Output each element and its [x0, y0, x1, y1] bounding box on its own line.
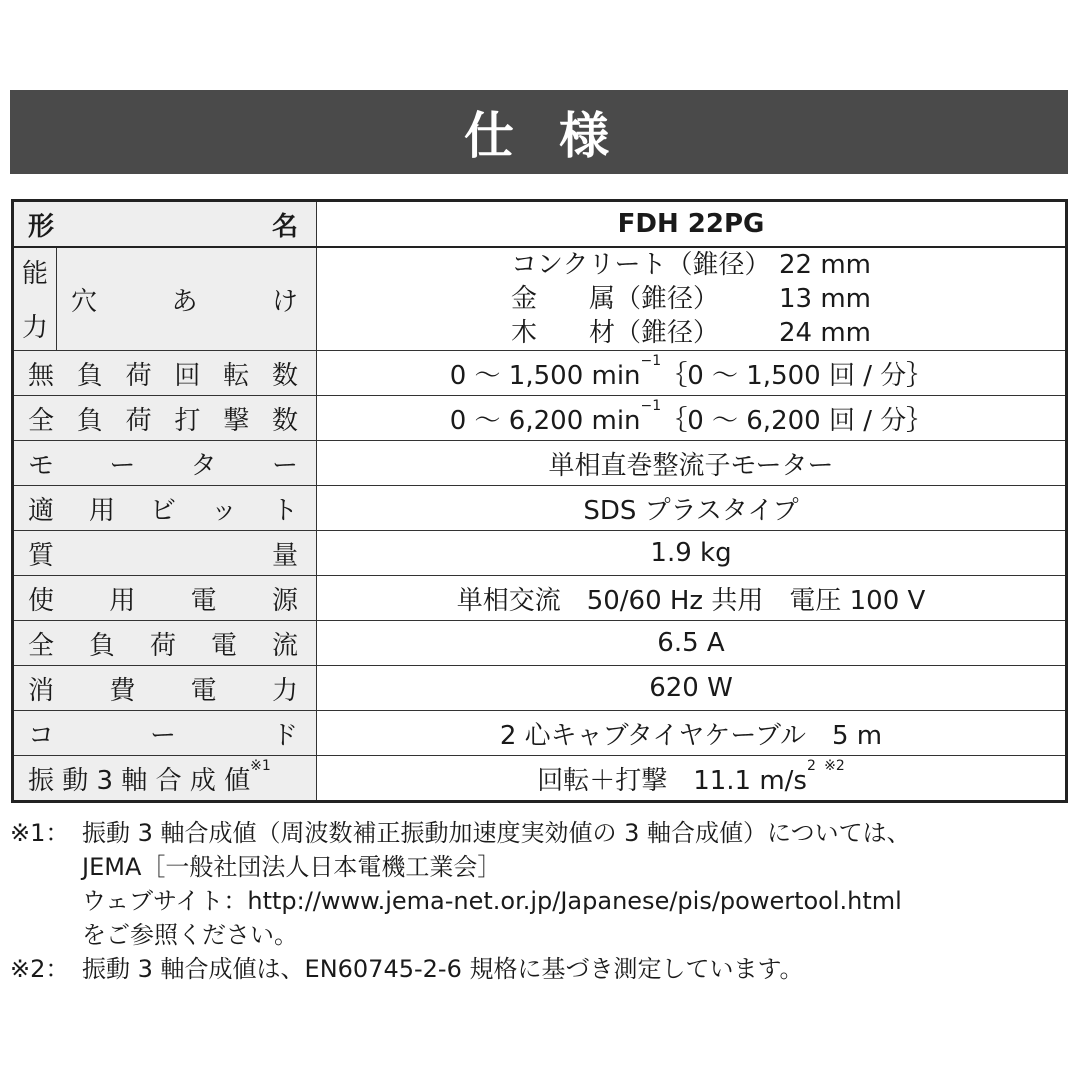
row-value-current: 6.5 A — [317, 621, 1067, 666]
footnote-1: ※1： 振動 3 軸合成値（周波数補正振動加速度実効値の 3 軸合成値）については、 JEMA［一般社団法人日本電機工業会］ ウェブサイト：http://www.jema-net.or.jp/Japanese/pis/powertool.html をご参照ください。 — [10, 816, 1072, 952]
title-bar — [10, 90, 1068, 174]
capacity-line-wood: 木 材（錐径） 24 mm — [511, 318, 871, 348]
row-label-impact-rate: 全 負 荷 打 撃 数 — [13, 396, 317, 441]
capacity-sub-label: 穴 あ け — [57, 247, 317, 351]
model-label: 形 名 — [13, 201, 317, 248]
capacity-label: 能 力 — [13, 247, 57, 351]
row-value-bit: SDS プラスタイプ — [317, 486, 1067, 531]
table-row — [13, 396, 1067, 441]
row-value-impact-rate: 0 ～ 6,200 $\min^{-1}\{0$ ～ 6,200 回 / 分｝ — [317, 396, 1067, 441]
model-value: FDH 22PG — [317, 201, 1067, 248]
footnotes — [10, 816, 1072, 986]
row-label-no-load-speed: 無 負 荷 回 転 数 — [13, 351, 317, 396]
table-row — [13, 621, 1067, 666]
table-row — [13, 441, 1067, 486]
row-label-cord: コ ー ド — [13, 711, 317, 756]
capacity-line-concrete: コンクリート（錐径） 22 mm — [511, 250, 871, 280]
capacity-values — [317, 247, 1067, 351]
spec-table — [11, 199, 1068, 803]
row-value-motor: 単相直巻整流子モーター — [317, 441, 1067, 486]
table-row-model — [13, 201, 1067, 248]
table-row-capacity — [13, 247, 1067, 351]
page-title — [464, 96, 614, 168]
table-row — [13, 531, 1067, 576]
table-row — [13, 486, 1067, 531]
row-label-motor: モ ー タ ー — [13, 441, 317, 486]
row-value-vibration: 回転＋打撃 11.1 $m/s^2$ $^{※2}$ — [317, 756, 1067, 802]
row-value-weight: 1.9 kg — [317, 531, 1067, 576]
row-value-cord: 2 心キャブタイヤケーブル 5 m — [317, 711, 1067, 756]
table-row — [13, 711, 1067, 756]
row-label-current: 全 負 荷 電 流 — [13, 621, 317, 666]
row-label-weight: 質 量 — [13, 531, 317, 576]
row-value-power-source: 単相交流 50/60 Hz 共用 電圧 100 V — [317, 576, 1067, 621]
row-label-vibration: 振 動 3 軸 合 成 値$^{※1}$ — [13, 756, 317, 802]
table-row — [13, 576, 1067, 621]
row-value-power-consumption: 620 W — [317, 666, 1067, 711]
title-char-right: 様 — [559, 107, 614, 165]
capacity-line-metal: 金 属（錐径） 13 mm — [511, 284, 871, 314]
footnote-2: ※2： 振動 3 軸合成値は、EN60745-2-6 規格に基づき測定しています。 — [10, 955, 804, 983]
row-label-power-source: 使 用 電 源 — [13, 576, 317, 621]
row-label-bit: 適 用 ビ ッ ト — [13, 486, 317, 531]
title-char-left: 仕 — [464, 107, 519, 165]
row-value-no-load-speed: 0 ～ 1,500 $\min^{-1}\{0$ ～ 1,500 回 / 分｝ — [317, 351, 1067, 396]
table-row-vibration — [13, 756, 1067, 802]
row-label-power-consumption: 消 費 電 力 — [13, 666, 317, 711]
jema-url-text: ウェブサイト：http://www.jema-net.or.jp/Japanese/pis/powertool.html — [82, 887, 902, 915]
table-row — [13, 351, 1067, 396]
table-row — [13, 666, 1067, 711]
